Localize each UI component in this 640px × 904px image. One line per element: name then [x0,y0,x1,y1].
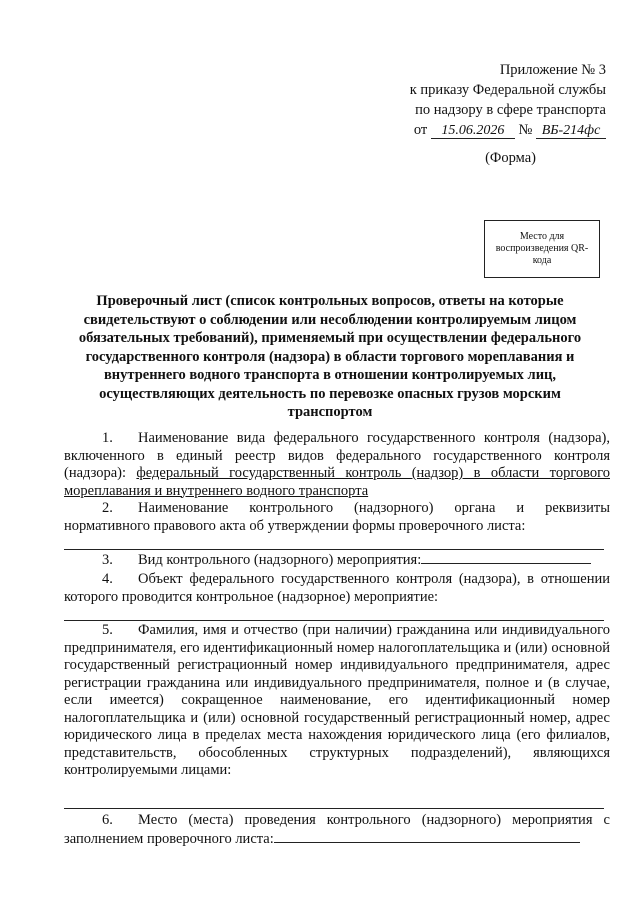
item-5-number: 5. [102,622,113,638]
item-3-fill-line [421,551,591,564]
item-1-value: федеральный государственный контроль (надзор) в области торгового мореплавания и внутреннего водного транспорта [64,465,610,499]
from-prefix: от [413,122,428,138]
item-1-number: 1. [102,430,113,446]
item-5-text: Фамилия, имя и отчество (при наличии) гражданина или индивидуального предпринимателя, его идентификационный номер налогоплательщика и (или) основной государственный регистрационный номер индивидуального предпринимателя, адрес регистрации гражданина или индивидуального предпринимателя, полное и (в случае, если имеется) сокращенное наименование, его идентификационный номер налогоплательщика и (или) основной государственный регистрационный номер, адрес юридического лица в пределах места нахождения юридического лица (его филиалов, представительств, обособленных структурных подразделений), являющихся контролируемыми лицами: [64,622,610,778]
number-prefix: № [518,122,533,138]
item-5 [64,622,610,780]
item-4-text: Объект федерального государственного контроля (надзора), в отношении которого проводится контрольное (надзорное) мероприятие: [64,571,610,605]
qr-code-placeholder: Место для воспроизведения QR-кода [484,220,600,278]
item-6-text: Место (места) проведения контрольного (надзорного) мероприятия с заполнением проверочного листа: [64,812,610,847]
item-1 [64,430,610,500]
document-title: Проверочный лист (список контрольных вопросов, ответы на которые свидетельствуют о соблюдении или несоблюдении контролируемым лицом обязательных требований), применяемый при осуществлении федерального государственного контроля (надзора) в области торгового мореплавания и внутреннего водного транспорта в отношении контролируемых лиц, осуществляющих деятельность по перевозке опасных грузов морским транспортом [78,293,582,420]
item-3-paragraph [64,551,610,570]
appendix-label: Приложение № 3 [499,62,606,78]
item-3 [64,551,610,570]
item-3-text: Вид контрольного (надзорного) мероприятия: [138,552,422,568]
item-4-paragraph [64,571,610,606]
item-5-paragraph [64,622,610,780]
form-label: (Форма) [485,150,536,166]
order-date: 15.06.2026 [431,124,515,139]
appendix-order-reference: к приказу Федеральной службы [409,82,606,98]
item-5-fill-line [64,808,604,809]
appendix-order-date-number [366,120,606,140]
item-2-text: Наименование контрольного (надзорного) органа и реквизиты нормативного правового акта об утверждении формы проверочного листа: [64,500,610,534]
item-6-number: 6. [102,812,113,828]
item-4 [64,571,610,606]
item-1-paragraph [64,430,610,500]
item-4-fill-line [64,620,604,621]
order-number: ВБ-214фс [536,124,606,139]
appendix-header [366,60,606,140]
item-6-paragraph [64,812,610,848]
item-2-number: 2. [102,500,113,516]
item-3-number: 3. [102,552,113,568]
item-2-paragraph [64,500,610,535]
item-1-text: Наименование вида федерального государственного контроля (надзора), включенного в единый реестр видов федерального государственного контроля (надзора): [64,430,610,481]
item-2 [64,500,610,535]
appendix-agency: по надзору в сфере транспорта [415,102,606,118]
item-4-number: 4. [102,571,113,587]
item-6-fill-line [274,830,580,843]
item-2-fill-line [64,549,604,550]
item-6 [64,812,610,848]
